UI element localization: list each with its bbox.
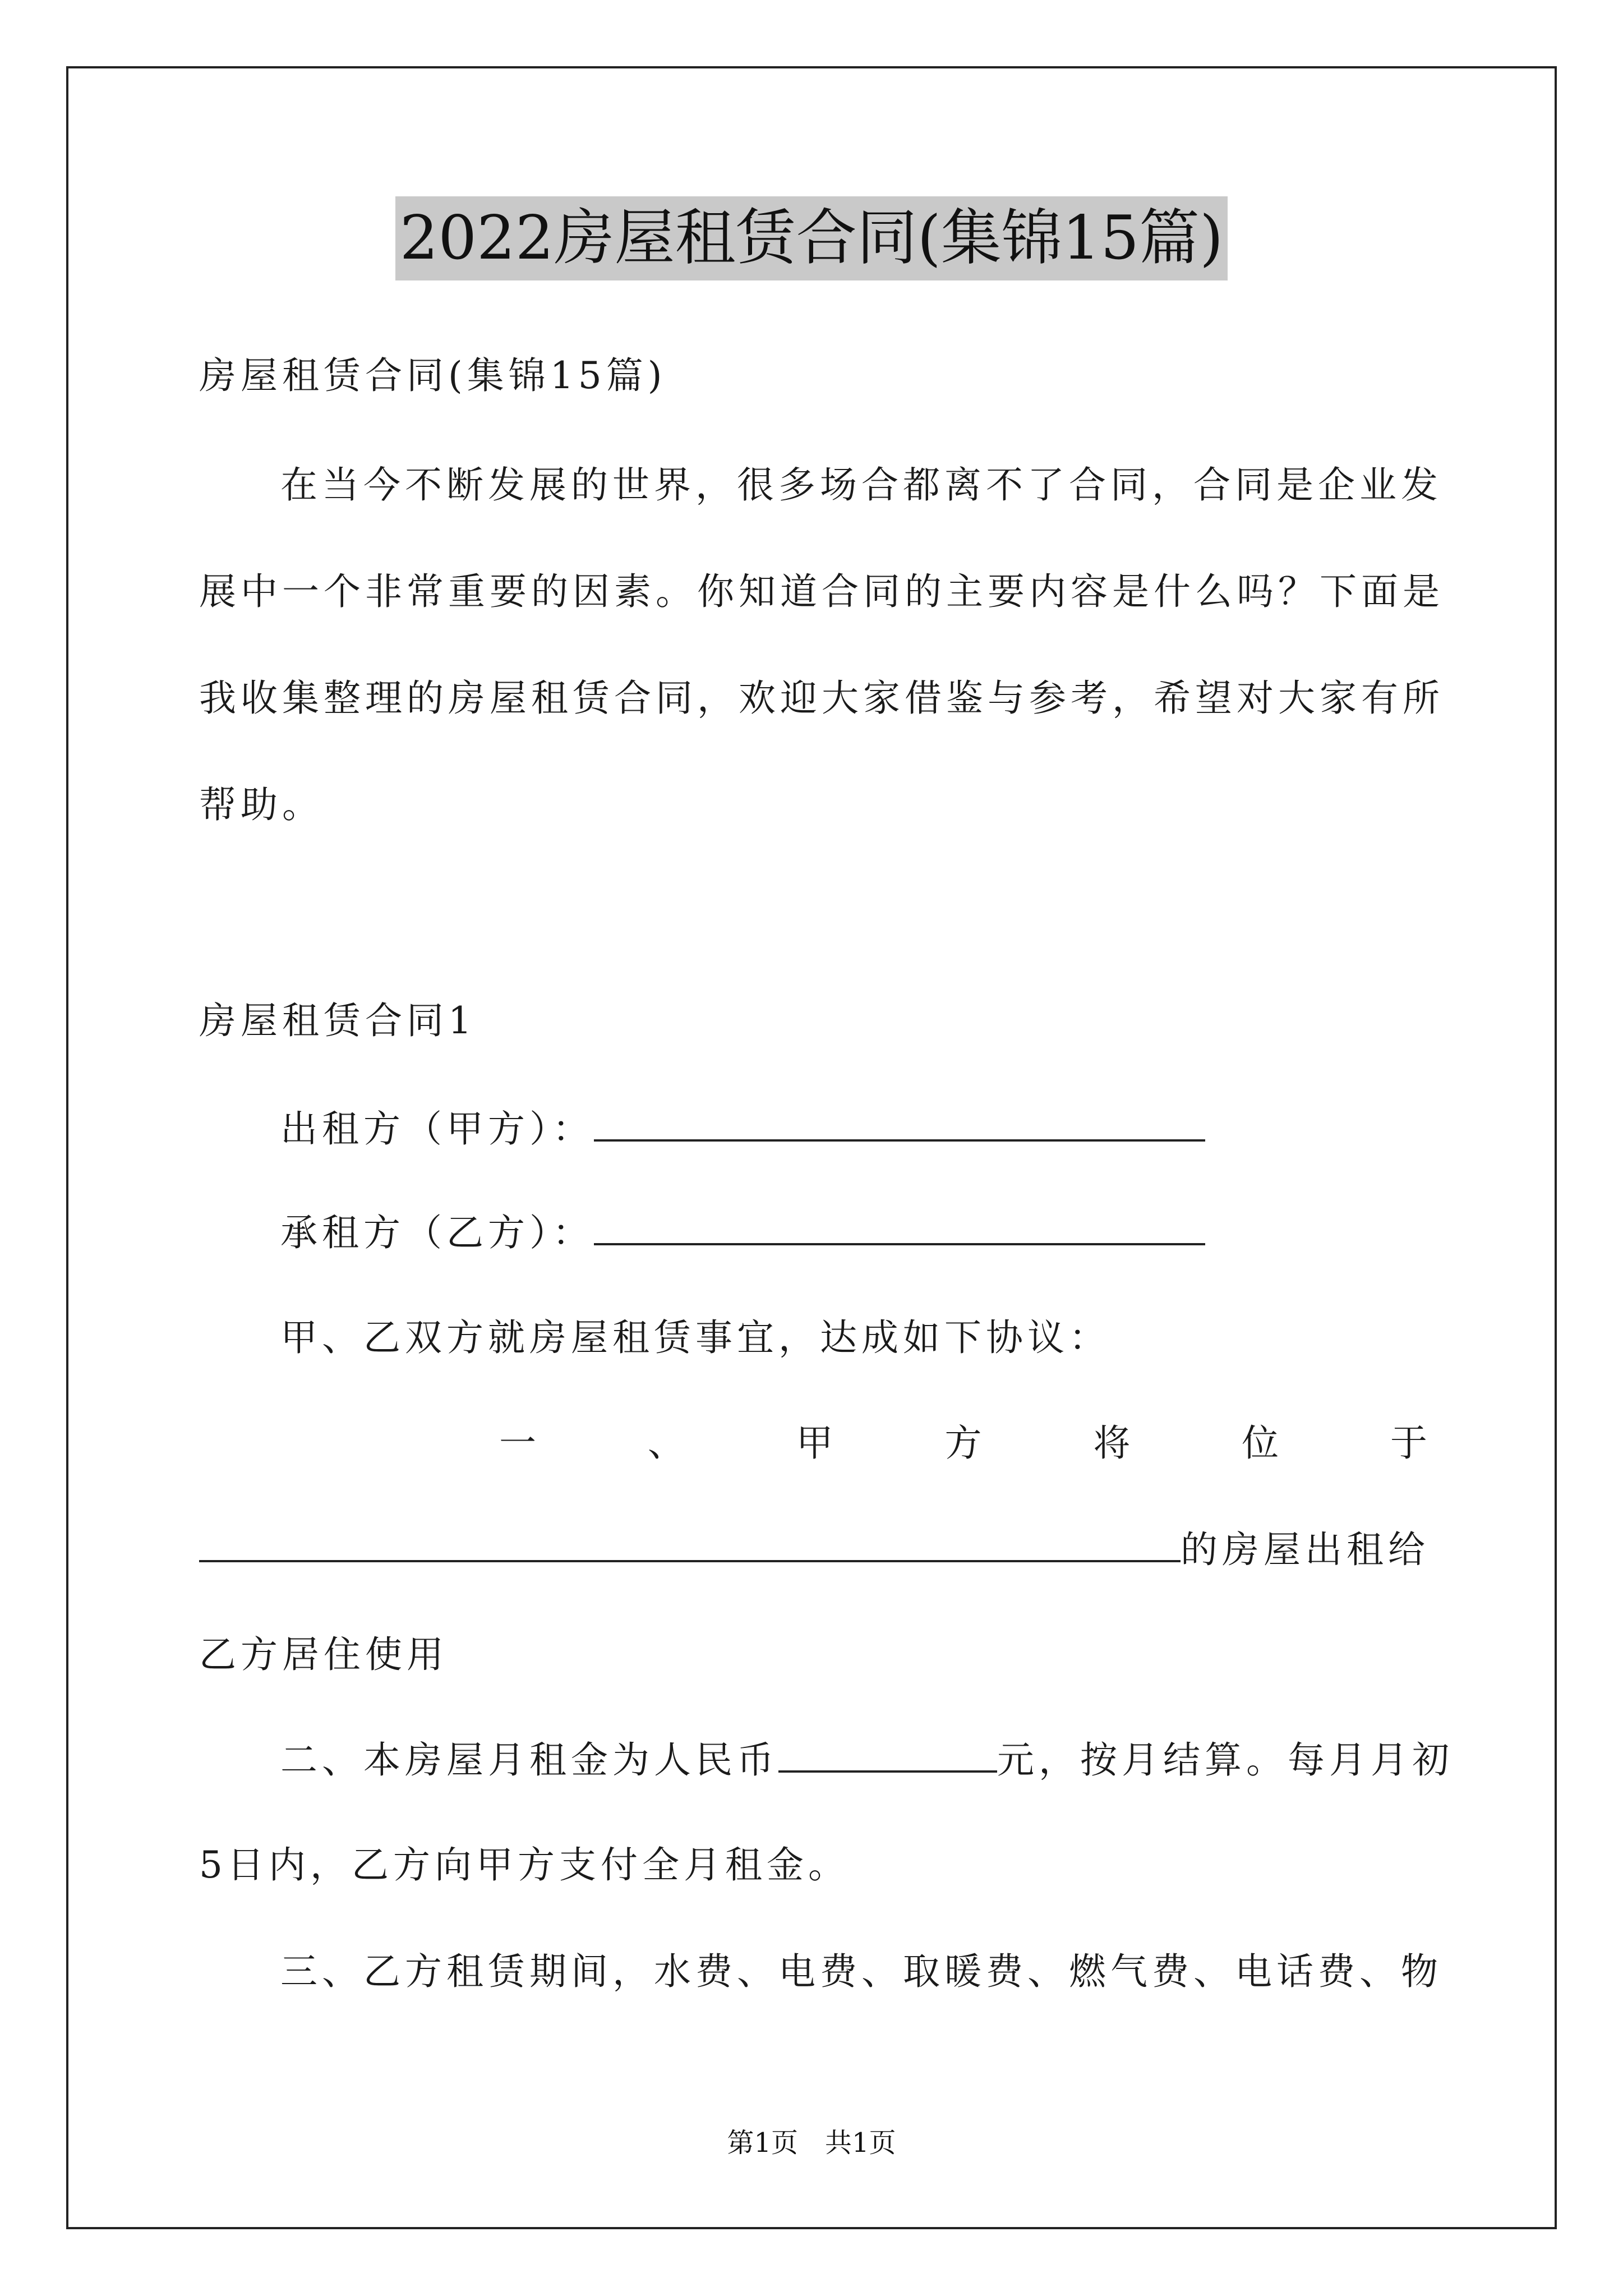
section-heading: 房屋租赁合同1 — [199, 999, 476, 1042]
intro-line-4: 帮助。 — [199, 783, 324, 826]
clause-1-line — [499, 1418, 1427, 1469]
clause-1-char: 、 — [647, 1421, 685, 1465]
address-blank — [199, 1523, 1181, 1562]
rent-blank — [778, 1733, 997, 1773]
title-container — [0, 196, 1623, 280]
clause-1-address-line — [199, 1523, 1430, 1575]
clause-1-end: 乙方居住使用 — [199, 1633, 448, 1676]
intro-line-1: 在当今不断发展的世界，很多场合都离不了合同，合同是企业发 — [280, 463, 1442, 507]
clause-2-pre: 二、本房屋月租金为人民币 — [280, 1738, 778, 1782]
clause-1-char: 方 — [944, 1421, 982, 1465]
clause-1-char: 将 — [1093, 1421, 1131, 1465]
clause-2-end: 5日内，乙方向甲方支付全月租金。 — [199, 1843, 850, 1887]
document-subtitle: 房屋租赁合同(集锦15篇) — [199, 354, 667, 397]
lessee-blank — [594, 1206, 1205, 1245]
clause-1-char: 一 — [499, 1421, 536, 1465]
clause-2-post: 元，按月结算。每月月初 — [997, 1738, 1454, 1782]
document-title: 2022房屋租赁合同(集锦15篇) — [395, 196, 1228, 280]
lessee-line — [280, 1206, 1427, 1258]
lessor-blank — [594, 1102, 1205, 1142]
clause-2-line — [280, 1733, 1454, 1786]
clause-1-char: 于 — [1390, 1421, 1427, 1465]
clause-1-tail: 的房屋出租给 — [1181, 1528, 1430, 1571]
lessor-label: 出租方（甲方）： — [280, 1107, 594, 1151]
clause-1-char: 甲 — [796, 1421, 833, 1465]
intro-line-2: 展中一个非常重要的因素。你知道合同的主要内容是什么吗？下面是 — [199, 570, 1444, 613]
intro-line-3: 我收集整理的房屋租赁合同，欢迎大家借鉴与参考，希望对大家有所 — [199, 677, 1444, 720]
lessor-line — [280, 1102, 1427, 1154]
agreement-line: 甲、乙双方就房屋租赁事宜，达成如下协议： — [280, 1316, 1110, 1359]
clause-3-line: 三、乙方租赁期间，水费、电费、取暖费、燃气费、电话费、物 — [280, 1950, 1442, 1993]
page-footer: 第1页 共1页 — [727, 2127, 896, 2159]
clause-1-char: 位 — [1242, 1421, 1279, 1465]
lessee-label: 承租方（乙方）： — [280, 1211, 594, 1254]
